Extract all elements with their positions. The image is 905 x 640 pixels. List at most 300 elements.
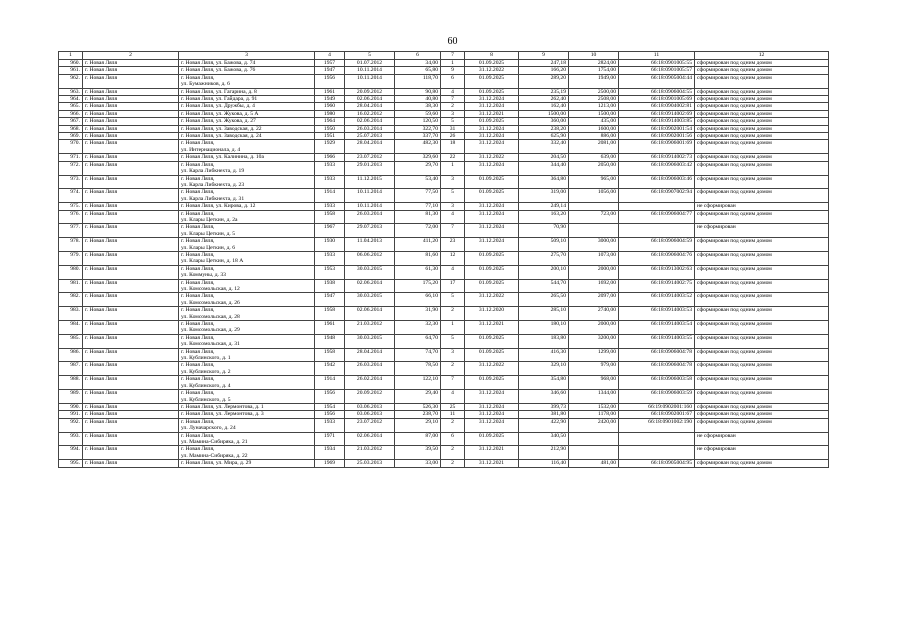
- deadline-cell: 31.12.2022: [465, 293, 519, 307]
- address-line: ул. Комсомольская, д. 31: [181, 341, 240, 348]
- amount-cell: 544,70: [519, 279, 569, 293]
- date-cell: 11.04.2013: [345, 238, 395, 252]
- address-cell: [179, 432, 315, 446]
- address-line: ул. Коммуны, д. 33: [181, 272, 226, 279]
- amount-cell: 329,10: [519, 362, 569, 376]
- deadline-cell: 01.09.2025: [465, 60, 519, 67]
- address-line: г. Новая Ляля,: [181, 161, 215, 168]
- cadastral-number-cell: 66:18:0901005:69: [619, 96, 695, 103]
- land-status-cell: сформирован под одним домом: [695, 348, 829, 362]
- settlement-cell: г. Новая Ляля: [83, 161, 179, 175]
- land-area-cell: 2420,00: [569, 418, 619, 432]
- page-number: 60: [447, 36, 458, 47]
- amount-cell: 163,20: [519, 210, 569, 224]
- row-number-cell: 968.: [59, 125, 83, 132]
- build-year-cell: 1954: [315, 403, 345, 410]
- date-cell: 10.11.2014: [345, 189, 395, 203]
- column-number-header: 12: [695, 52, 829, 60]
- build-year-cell: 1956: [315, 74, 345, 88]
- land-area-cell: 1754,00: [569, 67, 619, 74]
- cadastral-number-cell: 66:18:0914003:85: [619, 118, 695, 125]
- cadastral-number-cell: 66:18:0906004:55: [619, 88, 695, 95]
- land-status-cell: не сформирован: [695, 224, 829, 238]
- land-status-cell: сформирован под одним домом: [695, 125, 829, 132]
- settlement-cell: г. Новая Ляля: [83, 334, 179, 348]
- address-line: г. Новая Ляля,: [181, 189, 215, 196]
- cadastral-number-cell: 66:18:0905004:44: [619, 74, 695, 88]
- land-status-cell: сформирован под одним домом: [695, 60, 829, 67]
- land-area-cell: 1178,00: [569, 411, 619, 418]
- cadastral-number-cell: 66:18:0901005:57: [619, 67, 695, 74]
- build-year-cell: 1953: [315, 265, 345, 279]
- date-cell: 26.03.2014: [345, 362, 395, 376]
- land-status-cell: сформирован под одним домом: [695, 251, 829, 265]
- land-status-cell: сформирован под одним домом: [695, 238, 829, 252]
- settlement-cell: г. Новая Ляля: [83, 103, 179, 110]
- address-line: ул. Клары Цеткин, д. 5: [181, 230, 236, 237]
- deadline-cell: 31.12.2024: [465, 133, 519, 140]
- address-line: г. Новая Ляля,: [181, 432, 215, 439]
- deadline-cell: 01.09.2025: [465, 432, 519, 446]
- table-row: [59, 418, 829, 432]
- land-area-cell: 2500,00: [569, 88, 619, 95]
- cadastral-number-cell: 66:18:0902001:56: [619, 133, 695, 140]
- build-year-cell: 1957: [315, 60, 345, 67]
- deadline-cell: 01.09.2025: [465, 334, 519, 348]
- land-status-cell: сформирован под одним домом: [695, 411, 829, 418]
- area-cell: 32,30: [395, 321, 441, 335]
- address-line: г. Новая Ляля,: [181, 362, 215, 369]
- land-status-cell: сформирован под одним домом: [695, 154, 829, 161]
- land-area-cell: 2081,00: [569, 140, 619, 154]
- amount-cell: 289,20: [519, 74, 569, 88]
- cadastral-number-cell: 66:18:0914002:73: [619, 154, 695, 161]
- address-cell: [179, 418, 315, 432]
- deadline-cell: 01.09.2025: [465, 376, 519, 390]
- land-area-cell: 979,00: [569, 362, 619, 376]
- land-status-cell: не сформирован: [695, 446, 829, 460]
- area-cell: 411,20: [395, 238, 441, 252]
- area-cell: 29,10: [395, 418, 441, 432]
- land-status-cell: сформирован под одним домом: [695, 96, 829, 103]
- address-line: г. Новая Ляля,: [181, 446, 215, 453]
- build-year-cell: 1950: [315, 125, 345, 132]
- land-status-cell: сформирован под одним домом: [695, 390, 829, 404]
- settlement-cell: г. Новая Ляля: [83, 133, 179, 140]
- address-cell: [179, 110, 315, 117]
- settlement-cell: г. Новая Ляля: [83, 403, 179, 410]
- address-cell: [179, 96, 315, 103]
- table-row: [59, 348, 829, 362]
- deadline-cell: 01.09.2025: [465, 175, 519, 189]
- residents-cell: 7: [441, 376, 465, 390]
- cadastral-number-cell: [619, 432, 695, 446]
- column-number-header: 3: [179, 52, 315, 60]
- address-line: г. Новая Ляля,: [181, 140, 215, 147]
- deadline-cell: 31.12.2024: [465, 418, 519, 432]
- deadline-cell: 01.09.2025: [465, 348, 519, 362]
- area-cell: 329,60: [395, 154, 441, 161]
- row-number-cell: 995.: [59, 460, 83, 467]
- amount-cell: 399,73: [519, 403, 569, 410]
- amount-cell: 625,90: [519, 133, 569, 140]
- settlement-cell: г. Новая Ляля: [83, 175, 179, 189]
- settlement-cell: г. Новая Ляля: [83, 110, 179, 117]
- address-line: г. Новая Ляля, ул. Гагарина, д. 8: [181, 88, 257, 95]
- row-number-cell: 974.: [59, 189, 83, 203]
- area-cell: 65,80: [395, 67, 441, 74]
- deadline-cell: 31.12.2024: [465, 96, 519, 103]
- settlement-cell: г. Новая Ляля: [83, 321, 179, 335]
- land-status-cell: сформирован под одним домом: [695, 265, 829, 279]
- table-row: [59, 154, 829, 161]
- land-status-cell: сформирован под одним домом: [695, 307, 829, 321]
- build-year-cell: 1958: [315, 307, 345, 321]
- build-year-cell: 1947: [315, 293, 345, 307]
- address-line: г. Новая Ляля,: [181, 376, 215, 383]
- cadastral-number-cell: 66:18:0906001:69: [619, 140, 695, 154]
- row-number-cell: 981.: [59, 279, 83, 293]
- amount-cell: 238,20: [519, 125, 569, 132]
- address-cell: [179, 293, 315, 307]
- area-cell: 78,50: [395, 362, 441, 376]
- amount-cell: 1500,00: [519, 110, 569, 117]
- settlement-cell: г. Новая Ляля: [83, 279, 179, 293]
- area-cell: 87,00: [395, 432, 441, 446]
- row-number-cell: 976.: [59, 210, 83, 224]
- cadastral-number-cell: 66:18:0906003:58: [619, 376, 695, 390]
- settlement-cell: г. Новая Ляля: [83, 390, 179, 404]
- address-line: ул. Кублинского, д. 4: [181, 382, 231, 389]
- address-line: ул. Комсомольская, д. 28: [181, 313, 240, 320]
- build-year-cell: 1933: [315, 175, 345, 189]
- address-cell: [179, 251, 315, 265]
- land-status-cell: сформирован под одним домом: [695, 403, 829, 410]
- cadastral-number-cell: 66:18:0914003:52: [619, 293, 695, 307]
- settlement-cell: г. Новая Ляля: [83, 362, 179, 376]
- address-cell: [179, 175, 315, 189]
- area-cell: 81,30: [395, 210, 441, 224]
- cadastral-number-cell: 66:18:0906003:59: [619, 390, 695, 404]
- date-cell: 25.03.2013: [345, 460, 395, 467]
- address-line: ул. Мамина-Сибиряка, д. 21: [181, 438, 248, 445]
- amount-cell: 354,80: [519, 376, 569, 390]
- date-cell: 11.12.2015: [345, 175, 395, 189]
- land-status-cell: сформирован под одним домом: [695, 88, 829, 95]
- cadastral-number-cell: 66:18:0906004:78: [619, 348, 695, 362]
- date-cell: 06.06.2012: [345, 251, 395, 265]
- area-cell: 90,80: [395, 88, 441, 95]
- area-cell: 322,70: [395, 125, 441, 132]
- land-area-cell: 2050,00: [569, 161, 619, 175]
- address-line: ул. Кублинского, д. 2: [181, 368, 231, 375]
- residents-cell: 4: [441, 390, 465, 404]
- row-number-cell: 973.: [59, 175, 83, 189]
- date-cell: 01.07.2012: [345, 60, 395, 67]
- column-number-header: 2: [83, 52, 179, 60]
- area-cell: 64,70: [395, 334, 441, 348]
- amount-cell: 344,40: [519, 161, 569, 175]
- amount-cell: 183,80: [519, 334, 569, 348]
- amount-cell: 212,90: [519, 446, 569, 460]
- deadline-cell: 01.09.2025: [465, 88, 519, 95]
- deadline-cell: 01.09.2025: [465, 189, 519, 203]
- row-number-cell: 980.: [59, 265, 83, 279]
- land-area-cell: 481,00: [569, 460, 619, 467]
- date-cell: 28.04.2014: [345, 140, 395, 154]
- address-line: г. Новая Ляля,: [181, 418, 215, 425]
- amount-cell: 162,40: [519, 103, 569, 110]
- residents-cell: 2: [441, 103, 465, 110]
- address-cell: [179, 279, 315, 293]
- cadastral-number-cell: 66:18:0902001:67: [619, 411, 695, 418]
- settlement-cell: г. Новая Ляля: [83, 460, 179, 467]
- land-status-cell: сформирован под одним домом: [695, 175, 829, 189]
- settlement-cell: г. Новая Ляля: [83, 203, 179, 210]
- table-row: [59, 411, 829, 418]
- address-cell: [179, 60, 315, 67]
- area-cell: 120,50: [395, 118, 441, 125]
- date-cell: 29.01.2013: [345, 161, 395, 175]
- land-area-cell: [569, 203, 619, 210]
- land-status-cell: сформирован под одним домом: [695, 279, 829, 293]
- deadline-cell: 01.09.2025: [465, 118, 519, 125]
- address-line: ул. Клары Цеткин, д. 6: [181, 244, 236, 251]
- residents-cell: 2: [441, 418, 465, 432]
- date-cell: 26.03.2014: [345, 210, 395, 224]
- row-number-cell: 972.: [59, 161, 83, 175]
- area-cell: 72,00: [395, 224, 441, 238]
- row-number-cell: 994.: [59, 446, 83, 460]
- address-line: г. Новая Ляля, ул. Лермонтова, д. 3: [181, 411, 264, 418]
- date-cell: 28.04.2014: [345, 103, 395, 110]
- table-row: [59, 446, 829, 460]
- cadastral-number-cell: 66:18:0913002:63: [619, 265, 695, 279]
- land-status-cell: не сформирован: [695, 203, 829, 210]
- cadastral-number-cell: [619, 224, 695, 238]
- deadline-cell: 31.12.2024: [465, 103, 519, 110]
- build-year-cell: 1956: [315, 390, 345, 404]
- residents-cell: 5: [441, 334, 465, 348]
- land-area-cell: 1532,00: [569, 403, 619, 410]
- cadastral-number-cell: 66:18:0914002:69: [619, 110, 695, 117]
- column-number-row: [59, 52, 829, 60]
- table-row: [59, 307, 829, 321]
- settlement-cell: г. Новая Ляля: [83, 189, 179, 203]
- table-row: [59, 203, 829, 210]
- residents-cell: 9: [441, 67, 465, 74]
- row-number-cell: 988.: [59, 376, 83, 390]
- table-row: [59, 88, 829, 95]
- land-status-cell: сформирован под одним домом: [695, 321, 829, 335]
- build-year-cell: 1934: [315, 446, 345, 460]
- address-cell: [179, 390, 315, 404]
- build-year-cell: 1967: [315, 224, 345, 238]
- settlement-cell: г. Новая Ляля: [83, 96, 179, 103]
- date-cell: 25.07.2013: [345, 133, 395, 140]
- amount-cell: 285,10: [519, 307, 569, 321]
- amount-cell: 166,20: [519, 67, 569, 74]
- address-line: г. Новая Ляля, ул. Гайдара, д. 91: [181, 96, 258, 103]
- deadline-cell: 31.12.2024: [465, 210, 519, 224]
- deadline-cell: 31.12.2022: [465, 67, 519, 74]
- table-row: [59, 321, 829, 335]
- amount-cell: 416,30: [519, 348, 569, 362]
- land-status-cell: сформирован под одним домом: [695, 376, 829, 390]
- amount-cell: 346,60: [519, 390, 569, 404]
- land-area-cell: 965,00: [569, 175, 619, 189]
- address-line: г. Новая Ляля,: [181, 334, 215, 341]
- land-area-cell: 723,00: [569, 210, 619, 224]
- date-cell: 03.06.2013: [345, 403, 395, 410]
- land-area-cell: 1949,00: [569, 74, 619, 88]
- build-year-cell: 1942: [315, 362, 345, 376]
- residents-cell: 4: [441, 265, 465, 279]
- amount-cell: 235,19: [519, 88, 569, 95]
- build-year-cell: 1958: [315, 348, 345, 362]
- area-cell: 526,30: [395, 403, 441, 410]
- settlement-cell: г. Новая Ляля: [83, 411, 179, 418]
- table-row: [59, 96, 829, 103]
- land-status-cell: сформирован под одним домом: [695, 460, 829, 467]
- date-cell: 21.03.2012: [345, 446, 395, 460]
- column-number-header: 1: [59, 52, 83, 60]
- address-line: ул. Интернационала, д. 4: [181, 146, 241, 153]
- address-cell: [179, 189, 315, 203]
- table-row: [59, 133, 829, 140]
- land-status-cell: сформирован под одним домом: [695, 210, 829, 224]
- address-cell: [179, 348, 315, 362]
- table-row: [59, 224, 829, 238]
- area-cell: 77,50: [395, 189, 441, 203]
- land-status-cell: сформирован под одним домом: [695, 362, 829, 376]
- address-line: ул. Комсомольская, д. 26: [181, 299, 240, 306]
- address-line: ул. Карла Либкнехта, д. 31: [181, 195, 245, 202]
- settlement-cell: г. Новая Ляля: [83, 307, 179, 321]
- land-area-cell: 1056,00: [569, 189, 619, 203]
- land-status-cell: сформирован под одним домом: [695, 418, 829, 432]
- build-year-cell: 1949: [315, 96, 345, 103]
- cadastral-number-cell: 66:18:0905004:95: [619, 460, 695, 467]
- area-cell: 53,40: [395, 175, 441, 189]
- cadastral-number-cell: 66:18:0901002:190: [619, 418, 695, 432]
- cadastral-number-cell: 66:18:0906004:59: [619, 238, 695, 252]
- area-cell: 118,70: [395, 74, 441, 88]
- column-number-header: 11: [619, 52, 695, 60]
- build-year-cell: 1948: [315, 334, 345, 348]
- residents-cell: 5: [441, 293, 465, 307]
- row-number-cell: 993.: [59, 432, 83, 446]
- amount-cell: 249,14: [519, 203, 569, 210]
- settlement-cell: г. Новая Ляля: [83, 293, 179, 307]
- residents-cell: 2: [441, 307, 465, 321]
- build-year-cell: 1933: [315, 203, 345, 210]
- residents-cell: 2: [441, 446, 465, 460]
- land-area-cell: 1500,00: [569, 110, 619, 117]
- build-year-cell: 1933: [315, 161, 345, 175]
- land-area-cell: 2000,00: [569, 321, 619, 335]
- address-cell: [179, 67, 315, 74]
- residents-cell: 6: [441, 74, 465, 88]
- build-year-cell: 1933: [315, 251, 345, 265]
- address-cell: [179, 265, 315, 279]
- cadastral-number-cell: 66:18:0906003:42: [619, 161, 695, 175]
- cadastral-number-cell: 66:18:0906004:77: [619, 210, 695, 224]
- address-cell: [179, 161, 315, 175]
- address-cell: [179, 238, 315, 252]
- deadline-cell: 01.09.2025: [465, 74, 519, 88]
- date-cell: 26.03.2014: [345, 125, 395, 132]
- land-status-cell: сформирован под одним домом: [695, 161, 829, 175]
- row-number-cell: 970.: [59, 140, 83, 154]
- address-cell: [179, 118, 315, 125]
- deadline-cell: 31.12.2021: [465, 110, 519, 117]
- residents-cell: 26: [441, 133, 465, 140]
- row-number-cell: 971.: [59, 154, 83, 161]
- date-cell: 03.06.2013: [345, 411, 395, 418]
- row-number-cell: 960.: [59, 60, 83, 67]
- address-cell: [179, 203, 315, 210]
- amount-cell: 204,50: [519, 154, 569, 161]
- land-area-cell: 2508,00: [569, 96, 619, 103]
- cadastral-number-cell: 66:19:0902001:160: [619, 403, 695, 410]
- address-line: ул. Комсомольская, д. 29: [181, 327, 240, 334]
- settlement-cell: г. Новая Ляля: [83, 118, 179, 125]
- table-row: [59, 279, 829, 293]
- build-year-cell: 1961: [315, 88, 345, 95]
- table-row: [59, 74, 829, 88]
- settlement-cell: г. Новая Ляля: [83, 74, 179, 88]
- address-line: г. Новая Ляля, ул. Мира, д. 29: [181, 460, 252, 467]
- residents-cell: 3: [441, 348, 465, 362]
- land-status-cell: не сформирован: [695, 432, 829, 446]
- address-line: г. Новая Ляля,: [181, 293, 215, 300]
- area-cell: 59,60: [395, 110, 441, 117]
- land-area-cell: [569, 224, 619, 238]
- residents-cell: 3: [441, 175, 465, 189]
- table-row: [59, 238, 829, 252]
- land-area-cell: 2097,00: [569, 293, 619, 307]
- address-cell: [179, 446, 315, 460]
- table-row: [59, 103, 829, 110]
- date-cell: 10.11.2014: [345, 74, 395, 88]
- build-year-cell: 1914: [315, 189, 345, 203]
- table-row: [59, 67, 829, 74]
- column-number-header: 5: [345, 52, 395, 60]
- build-year-cell: 1951: [315, 133, 345, 140]
- land-area-cell: [569, 446, 619, 460]
- residents-cell: 5: [441, 118, 465, 125]
- address-line: ул. Кублинского, д. 1: [181, 355, 231, 362]
- land-area-cell: [569, 432, 619, 446]
- residents-cell: 23: [441, 238, 465, 252]
- row-number-cell: 979.: [59, 251, 83, 265]
- address-line: ул. Клары Цеткин, д. 18 А: [181, 258, 244, 265]
- column-number-header: 9: [519, 52, 569, 60]
- date-cell: 10.11.2014: [345, 203, 395, 210]
- date-cell: 30.03.2015: [345, 293, 395, 307]
- amount-cell: 319,00: [519, 189, 569, 203]
- land-area-cell: 1073,00: [569, 251, 619, 265]
- residents-cell: 17: [441, 279, 465, 293]
- area-cell: 29,40: [395, 390, 441, 404]
- settlement-cell: г. Новая Ляля: [83, 88, 179, 95]
- date-cell: 28.04.2014: [345, 348, 395, 362]
- deadline-cell: 31.12.2021: [465, 460, 519, 467]
- address-line: г. Новая Ляля,: [181, 307, 215, 314]
- build-year-cell: 1969: [315, 460, 345, 467]
- date-cell: 23.07.2012: [345, 154, 395, 161]
